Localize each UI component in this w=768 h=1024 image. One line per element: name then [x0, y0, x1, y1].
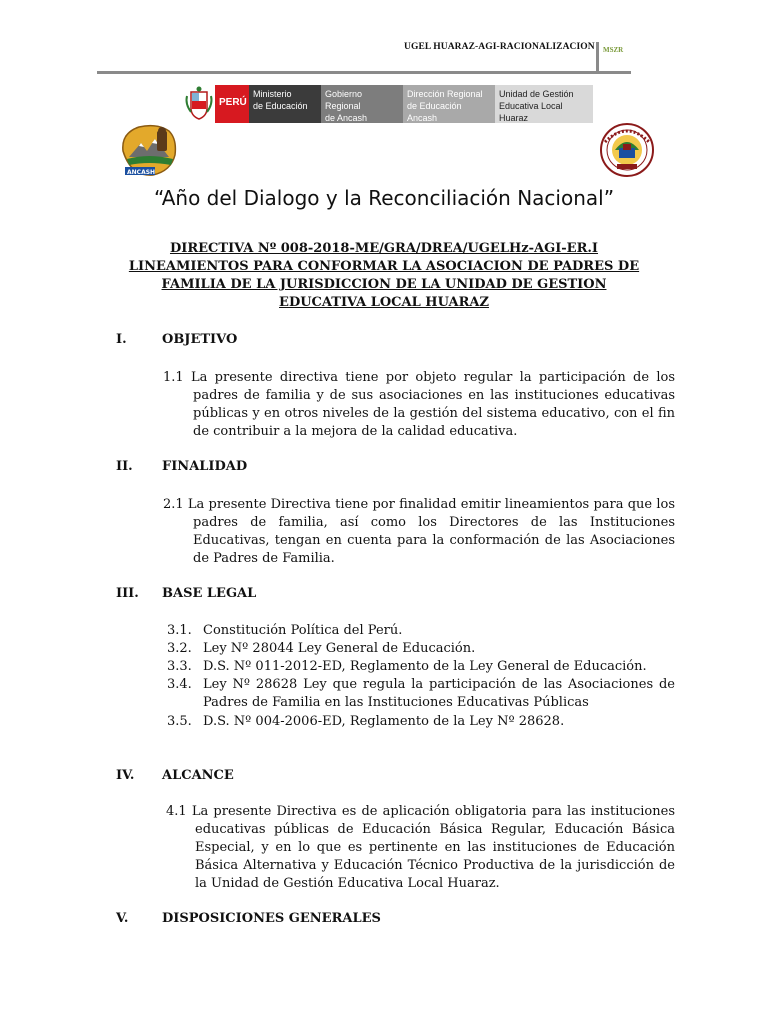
- header-horizontal-rule: [97, 71, 631, 74]
- legal-item-number: 3.5.: [167, 714, 192, 729]
- legal-item-text: Constitución Política del Perú.: [203, 623, 403, 638]
- section-2-paragraph: 2.1 La presente Directiva tiene por finalidad emitir lineamientos para que los padres de familia, así como los Directores de las Instituciones Educativas, tengan en cuenta para la conformación de las Asociaciones de Padres de Familia.: [163, 497, 675, 566]
- legal-item-number: 3.2.: [167, 641, 192, 656]
- header-vertical-rule: [596, 42, 599, 74]
- svg-text:ANCASH: ANCASH: [127, 169, 156, 176]
- section-2-title: FINALIDAD: [162, 459, 248, 474]
- ugel-seal-icon: [595, 122, 659, 178]
- section-4-number: IV.: [116, 768, 135, 783]
- directive-title-line-4: EDUCATIVA LOCAL HUARAZ: [279, 295, 489, 310]
- banner-ugel-line2: Educativa Local Huaraz: [499, 101, 563, 123]
- section-5-number: V.: [116, 911, 129, 926]
- document-header-title: UGEL HUARAZ-AGI-RACIONALIZACION: [404, 42, 595, 52]
- banner-direccion-regional: [403, 85, 495, 123]
- directive-title-line-2: LINEAMIENTOS PARA CONFORMAR LA ASOCIACION DE PADRES DE: [128, 259, 640, 274]
- section-5-title: DISPOSICIONES GENERALES: [162, 911, 381, 926]
- document-header-code: MSZR: [603, 46, 624, 54]
- banner-gobierno-line2: de Ancash: [325, 113, 368, 123]
- banner-ministerio: [249, 85, 321, 123]
- section-4-paragraph: 4.1 La presente Directiva es de aplicación obligatoria para las instituciones educativas públicas de Educación Básica Regular, Educación Básica Especial, y en lo que es pertinente en las instituciones de Educación Básica Alternativa y Educación Técnico Productiva de la jurisdicción de la Unidad de Gestión Educativa Local Huaraz.: [166, 804, 675, 891]
- directive-heading: [95, 240, 673, 312]
- section-1-number: I.: [116, 332, 127, 347]
- institutional-banner: [183, 84, 593, 124]
- banner-ugel: [495, 85, 593, 123]
- banner-peru: PERÚ: [215, 85, 249, 123]
- banner-ministerio-line2: de Educación: [253, 101, 308, 111]
- section-3-title: BASE LEGAL: [162, 586, 257, 601]
- year-title: “Año del Dialogo y la Reconciliación Nacional”: [153, 186, 615, 210]
- directive-title-line-3: FAMILIA DE LA JURISDICCION DE LA UNIDAD DE GESTION: [161, 277, 607, 292]
- section-3-number: III.: [116, 586, 139, 601]
- legal-item-text: Ley Nº 28044 Ley General de Educación.: [203, 641, 476, 656]
- directive-number: DIRECTIVA Nº 008-2018-ME/GRA/DREA/UGELHz-AGI-ER.I: [169, 241, 599, 256]
- legal-item-text: Ley Nº 28628 Ley que regula la participación de las Asociaciones de Padres de Familia en las Instituciones Educativas Públicas: [203, 677, 675, 710]
- legal-item-number: 3.4.: [167, 677, 192, 692]
- ancash-region-logo-icon: [117, 121, 181, 183]
- section-2-number: II.: [116, 459, 133, 474]
- banner-direccion-line2: de Educación Ancash: [407, 101, 462, 123]
- legal-item-number: 3.1.: [167, 623, 192, 638]
- banner-gobierno-line1: Gobierno Regional: [325, 89, 363, 111]
- legal-item-text: D.S. Nº 011-2012-ED, Reglamento de la Ley General de Educación.: [203, 659, 647, 674]
- legal-item-number: 3.3.: [167, 659, 192, 674]
- peru-coat-of-arms-icon: [183, 84, 215, 124]
- section-1-title: OBJETIVO: [162, 332, 238, 347]
- section-1-paragraph: 1.1 La presente directiva tiene por objeto regular la participación de los padres de familia y de sus asociaciones en las instituciones educativas públicas y en otros niveles de la gestión del sistema educativo, con el fin de contribuir a la mejora de la calidad educativa.: [163, 370, 675, 439]
- banner-direccion-line1: Dirección Regional: [407, 89, 483, 99]
- banner-ministerio-line1: Ministerio: [253, 89, 292, 99]
- banner-ugel-line1: Unidad de Gestión: [499, 89, 574, 99]
- section-4-title: ALCANCE: [162, 768, 234, 783]
- banner-gobierno-regional: [321, 85, 403, 123]
- legal-item-text: D.S. Nº 004-2006-ED, Reglamento de la Ley Nº 28628.: [203, 714, 565, 729]
